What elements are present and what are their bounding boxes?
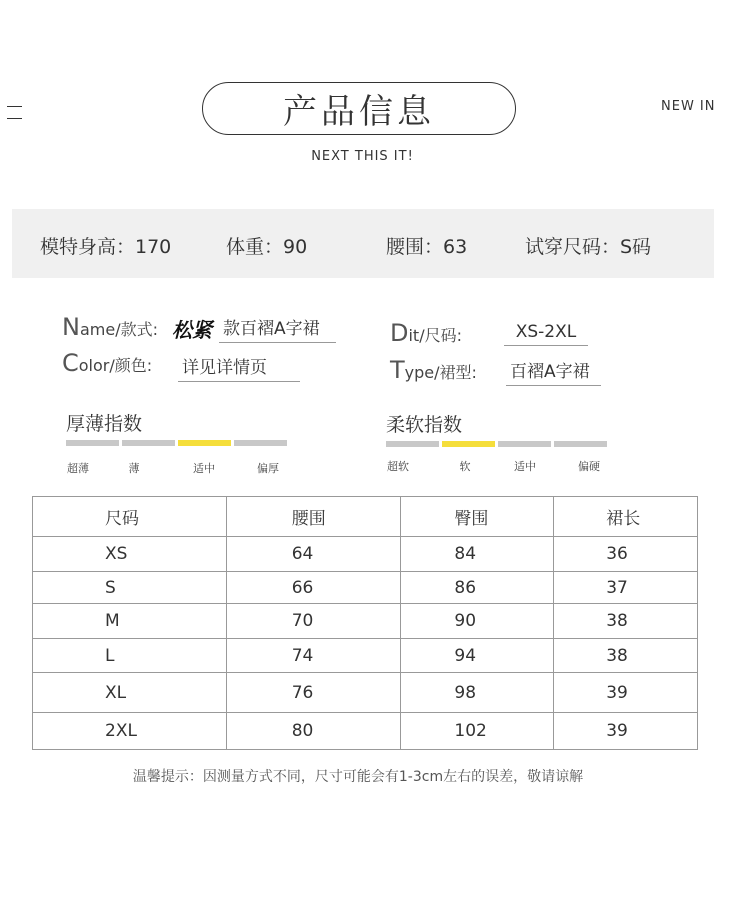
table-cell: 66 [226, 572, 401, 604]
thickness-segment [66, 440, 119, 446]
color-initial: C [62, 349, 79, 377]
name-brush-text: 松紧 [172, 318, 212, 342]
softness-label: 偏硬 [578, 460, 600, 473]
table-cell: XL [33, 673, 227, 713]
softness-label: 超软 [387, 460, 409, 473]
thickness-label: 超薄 [67, 462, 89, 475]
type-value: 百褶A字裙 [506, 357, 601, 386]
new-in-link[interactable]: NEW IN [661, 99, 716, 114]
table-cell: 102 [401, 713, 554, 750]
table-header-cell: 臀围 [401, 497, 554, 537]
table-cell: 37 [554, 572, 698, 604]
page-title-text: 产品信息 [283, 92, 435, 132]
dit-row [390, 319, 462, 347]
size-table [32, 496, 698, 750]
table-cell: S [33, 572, 227, 604]
table-cell: 70 [226, 604, 401, 639]
softness-segment [554, 441, 607, 447]
table-cell: M [33, 604, 227, 639]
page-title [202, 82, 516, 135]
name-value: 款百褶A字裙 [219, 314, 336, 343]
table-cell: 76 [226, 673, 401, 713]
table-cell: 38 [554, 639, 698, 673]
softness-label: 软 [459, 460, 471, 473]
table-row [33, 572, 698, 604]
softness-index-title: 柔软指数 [386, 414, 463, 436]
table-cell: 94 [401, 639, 554, 673]
thickness-segment [178, 440, 231, 446]
name-label: ame/款式: [79, 320, 158, 339]
thickness-label: 适中 [193, 462, 215, 475]
model-height: 模特身高：170 [40, 236, 172, 258]
dit-label: it/尺码: [408, 326, 462, 345]
table-cell: XS [33, 537, 227, 572]
table-cell: 90 [401, 604, 554, 639]
menu-icon[interactable] [4, 104, 26, 122]
softness-label: 适中 [514, 460, 536, 473]
table-cell: 39 [554, 713, 698, 750]
table-cell: 86 [401, 572, 554, 604]
model-info-bar [12, 209, 714, 278]
table-header-cell: 裙长 [554, 497, 698, 537]
table-cell: 39 [554, 673, 698, 713]
thickness-label: 薄 [128, 462, 140, 475]
table-row [33, 713, 698, 750]
type-initial: T [390, 356, 405, 384]
table-cell: 84 [401, 537, 554, 572]
color-row [62, 349, 152, 377]
table-header-row [33, 497, 698, 537]
table-header-cell: 腰围 [226, 497, 401, 537]
model-size: 试穿尺码：S码 [525, 236, 652, 258]
table-cell: 74 [226, 639, 401, 673]
softness-segment [442, 441, 495, 447]
name-initial: N [62, 313, 80, 341]
measurement-tip: 温馨提示：因测量方式不同，尺寸可能会有1-3cm左右的误差，敬请谅解 [132, 769, 584, 785]
table-row [33, 673, 698, 713]
table-cell: 36 [554, 537, 698, 572]
thickness-index-title: 厚薄指数 [66, 413, 143, 435]
model-weight: 体重：90 [226, 236, 308, 258]
table-header-cell: 尺码 [33, 497, 227, 537]
table-cell: 38 [554, 604, 698, 639]
softness-segment [498, 441, 551, 447]
table-cell: 98 [401, 673, 554, 713]
dit-value: XS-2XL [504, 322, 588, 346]
thickness-segment [122, 440, 175, 446]
type-row [390, 356, 477, 384]
softness-segment [386, 441, 439, 447]
page-subtitle: NEXT THIS IT! [311, 149, 414, 164]
thickness-segment [234, 440, 287, 446]
table-cell: 2XL [33, 713, 227, 750]
color-value: 详见详情页 [178, 353, 300, 382]
name-row [62, 313, 158, 341]
table-row [33, 639, 698, 673]
dit-initial: D [390, 319, 409, 347]
thickness-label: 偏厚 [257, 462, 279, 475]
table-row [33, 537, 698, 572]
table-row [33, 604, 698, 639]
type-label: ype/裙型: [404, 363, 477, 382]
model-waist: 腰围：63 [386, 236, 468, 258]
table-cell: 64 [226, 537, 401, 572]
color-label: olor/颜色: [78, 356, 153, 375]
table-cell: 80 [226, 713, 401, 750]
table-cell: L [33, 639, 227, 673]
